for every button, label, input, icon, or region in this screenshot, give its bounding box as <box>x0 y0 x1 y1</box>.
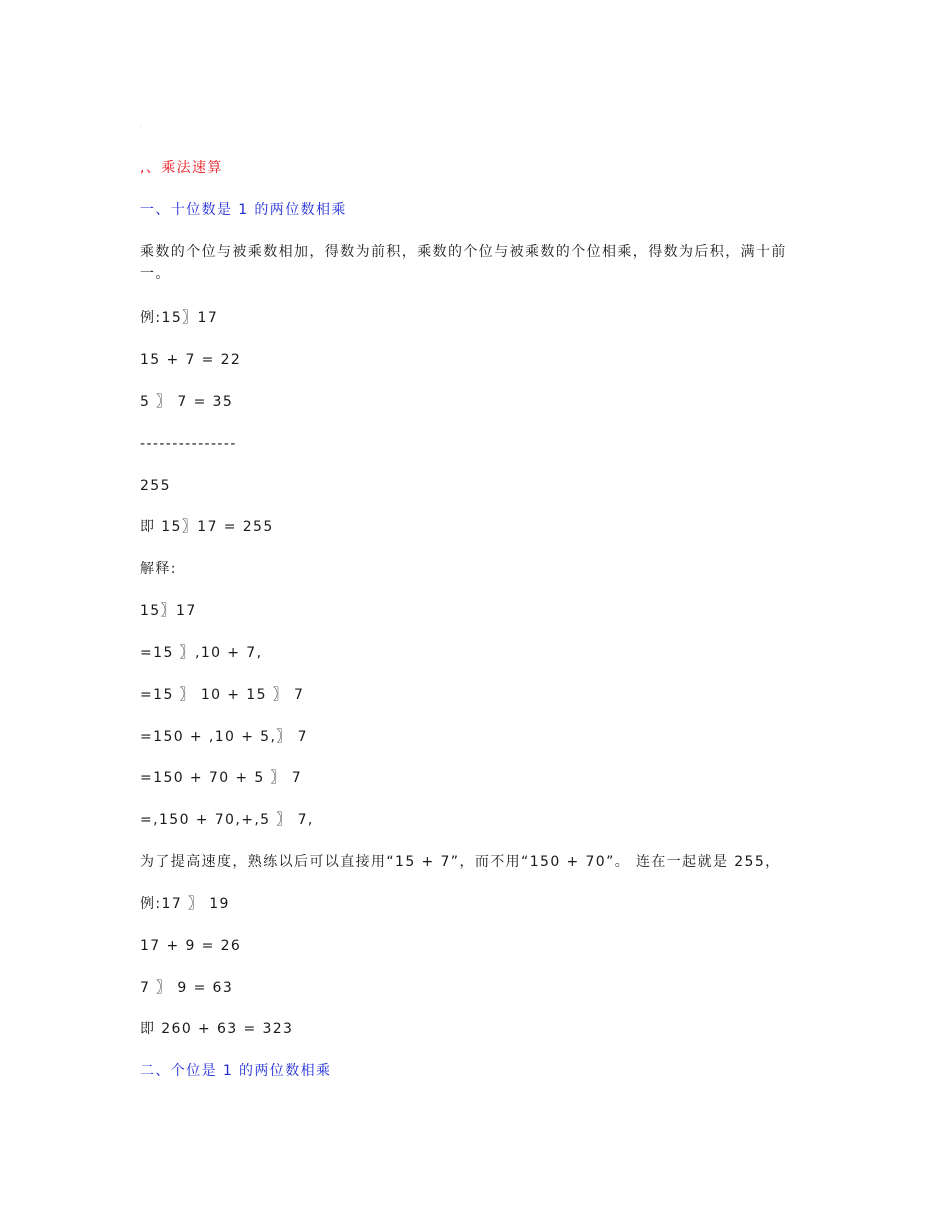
explanation-line: =15 〗,10 + 7, <box>140 645 263 661</box>
explanation-line: =150 + ,10 + 5,〗 7 <box>140 729 308 745</box>
example-1-step-1: 15 + 7 = 22 <box>140 352 242 368</box>
section-2-heading: 二、个位是 1 的两位数相乘 <box>140 1063 332 1079</box>
example-1-divider: --------------- <box>140 436 237 452</box>
example-1-result: 255 <box>140 478 171 494</box>
explanation-line: =,150 + 70,+,5 〗 7, <box>140 812 314 828</box>
page-mark: · <box>140 124 142 131</box>
example-1-conclusion: 即 15〗17 = 255 <box>140 519 274 535</box>
explanation-line: =15 〗 10 + 15 〗 7 <box>140 687 305 703</box>
rule-paragraph: 乘数的个位与被乘数相加，得数为前积，乘数的个位与被乘数的个位相乘，得数为后积，满十前一。 <box>140 244 787 282</box>
explanation-label: 解释: <box>140 561 177 577</box>
example-1-step-2: 5 〗 7 = 35 <box>140 394 234 410</box>
example-2-step-2: 7 〗 9 = 63 <box>140 980 234 996</box>
example-1-title: 例:15〗17 <box>140 310 219 326</box>
explanation-line: 15〗17 <box>140 603 197 619</box>
example-2-step-1: 17 + 9 = 26 <box>140 938 242 954</box>
example-2-conclusion: 即 260 + 63 = 323 <box>140 1021 294 1037</box>
document-title: ,、乘法速算 <box>140 160 223 176</box>
explanation-line: =150 + 70 + 5 〗 7 <box>140 770 303 786</box>
example-2-title: 例:17 〗 19 <box>140 896 230 912</box>
speed-note: 为了提高速度，熟练以后可以直接用“15 + 7”，而不用“150 + 70”。 连在一起就是 255， <box>140 854 781 870</box>
section-1-heading: 一、十位数是 1 的两位数相乘 <box>140 202 347 218</box>
